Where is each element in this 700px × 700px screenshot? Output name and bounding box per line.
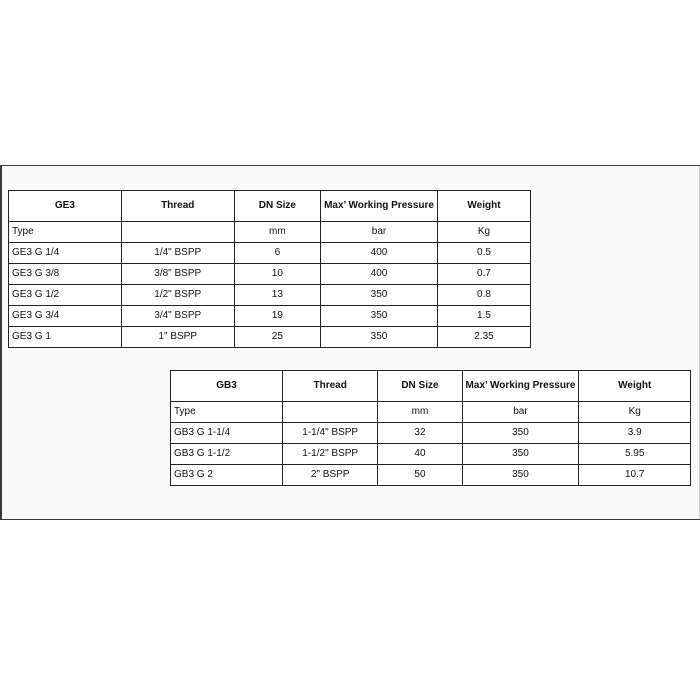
cell-dn-size: 40 [378,444,462,465]
cell-dn-size: 50 [378,465,462,486]
units-row [9,222,531,243]
units-row [171,402,691,423]
cell-type: GE3 G 3/8 [9,264,122,285]
cell-type: GE3 G 3/4 [9,306,122,327]
header-thread: Thread [283,371,378,402]
header-thread: Thread [121,191,234,222]
cell-pressure: 350 [321,306,438,327]
cell-weight: 1.5 [437,306,530,327]
cell-type: GE3 G 1 [9,327,122,348]
cell-thread: 1/2" BSPP [121,285,234,306]
cell-dn-size: 13 [234,285,320,306]
table-row [171,423,691,444]
header-weight: Weight [579,371,691,402]
cell-weight: 3.9 [579,423,691,444]
table-row [9,327,531,348]
cell-weight: 5.95 [579,444,691,465]
table-row [171,465,691,486]
cell-dn-size: 32 [378,423,462,444]
unit-pressure: bar [321,222,438,243]
table-row [9,264,531,285]
cell-dn-size: 6 [234,243,320,264]
cell-type: GB3 G 2 [171,465,283,486]
unit-weight: Kg [579,402,691,423]
table-header-row [171,371,691,402]
cell-type: GB3 G 1-1/2 [171,444,283,465]
cell-thread: 1-1/2" BSPP [283,444,378,465]
cell-type: GE3 G 1/2 [9,285,122,306]
cell-thread: 1/4" BSPP [121,243,234,264]
cell-dn-size: 19 [234,306,320,327]
unit-weight: Kg [437,222,530,243]
cell-thread: 3/8" BSPP [121,264,234,285]
cell-thread: 3/4" BSPP [121,306,234,327]
cell-thread: 2" BSPP [283,465,378,486]
cell-pressure: 350 [462,465,579,486]
cell-thread: 1-1/4" BSPP [283,423,378,444]
unit-thread [121,222,234,243]
unit-type: Type [171,402,283,423]
cell-type: GE3 G 1/4 [9,243,122,264]
header-max-working-pressure: Max’ Working Pressure [321,191,438,222]
unit-dn-size: mm [234,222,320,243]
table-row [9,243,531,264]
cell-type: GB3 G 1-1/4 [171,423,283,444]
unit-type: Type [9,222,122,243]
cell-weight: 0.5 [437,243,530,264]
table-row [9,285,531,306]
cell-weight: 0.8 [437,285,530,306]
cell-dn-size: 25 [234,327,320,348]
cell-pressure: 350 [462,423,579,444]
cell-pressure: 350 [462,444,579,465]
cell-weight: 10.7 [579,465,691,486]
cell-pressure: 400 [321,243,438,264]
unit-dn-size: mm [378,402,462,423]
header-type: GB3 [171,371,283,402]
header-max-working-pressure: Max’ Working Pressure [462,371,579,402]
cell-pressure: 350 [321,285,438,306]
table-row [171,444,691,465]
gb3-spec-table [170,370,691,486]
cell-weight: 2.35 [437,327,530,348]
header-dn-size: DN Size [234,191,320,222]
cell-pressure: 400 [321,264,438,285]
cell-pressure: 350 [321,327,438,348]
cell-dn-size: 10 [234,264,320,285]
table-row [9,306,531,327]
unit-thread [283,402,378,423]
ge3-spec-table [8,190,531,348]
header-dn-size: DN Size [378,371,462,402]
header-type: GE3 [9,191,122,222]
cell-weight: 0.7 [437,264,530,285]
header-weight: Weight [437,191,530,222]
unit-pressure: bar [462,402,579,423]
table-header-row [9,191,531,222]
cell-thread: 1" BSPP [121,327,234,348]
